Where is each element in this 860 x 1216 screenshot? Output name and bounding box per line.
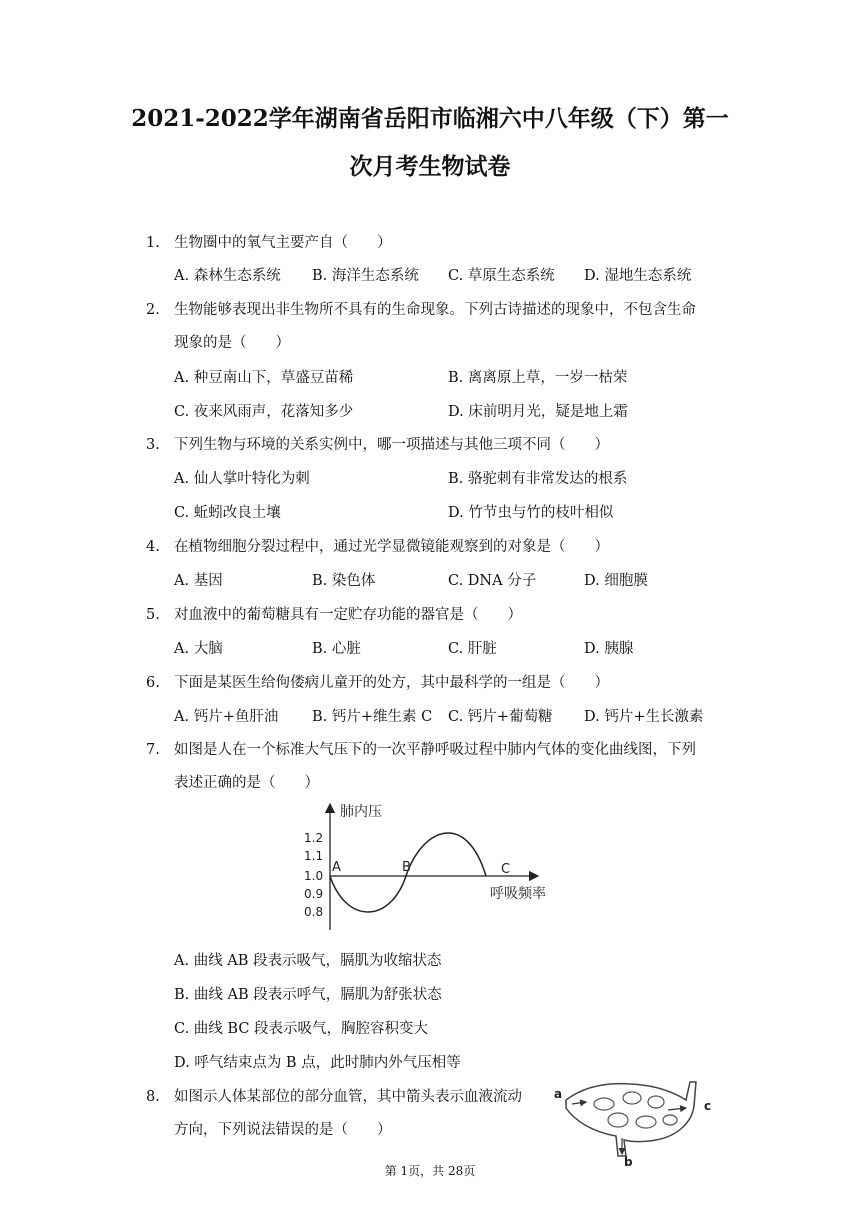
question-text: 下面是某医生给佝偻病儿童开的处方，其中最科学的一组是（ ） [174, 675, 609, 691]
question-8 [146, 1085, 522, 1106]
question-number: 2. [146, 302, 160, 318]
option-c: C. 肝脏 [448, 641, 497, 657]
option-a: A. 大脑 [174, 641, 223, 657]
label-a: a [554, 1087, 563, 1101]
option-c: C. 草原生态系统 [448, 268, 555, 284]
page-footer: 第 1页，共 28页 [384, 1164, 476, 1178]
question-text: 生物能够表现出非生物所不具有的生命现象。下列古诗描述的现象中，不包含生命 [174, 302, 696, 318]
option-b: B. 心脏 [312, 641, 361, 657]
question-number: 7. [146, 742, 160, 758]
question-text: 下列生物与环境的关系实例中，哪一项描述与其他三项不同（ ） [174, 437, 609, 453]
question-3 [146, 433, 609, 454]
option-d: D. 胰腺 [584, 641, 634, 657]
option-a: A. 曲线 AB 段表示吸气，膈肌为收缩状态 [174, 953, 442, 969]
option-a: A. 仙人掌叶特化为刺 [174, 471, 310, 487]
option-c: C. DNA 分子 [448, 573, 537, 589]
option-a: A. 森林生态系统 [174, 268, 281, 284]
title-line-2: 次月考生物试卷 [349, 153, 511, 180]
option-d: D. 竹节虫与竹的枝叶相似 [448, 505, 614, 521]
question-2 [146, 298, 696, 319]
option-a: A. 钙片+鱼肝油 [174, 709, 279, 725]
option-b: B. 离离原上草，一岁一枯荣 [448, 370, 628, 386]
question-6 [146, 671, 609, 692]
option-d: D. 湿地生态系统 [584, 268, 692, 284]
question-number: 6. [146, 675, 160, 691]
question-number: 1. [146, 235, 160, 251]
x-axis-label: 呼吸频率 [490, 886, 546, 902]
option-c: C. 蚯蚓改良土壤 [174, 505, 281, 521]
option-a: A. 种豆南山下，草盛豆苗稀 [174, 370, 354, 386]
lung-pressure-graph [300, 798, 562, 936]
option-c: C. 夜来风雨声，花落知多少 [174, 404, 354, 420]
option-b: B. 曲线 AB 段表示呼气，膈肌为舒张状态 [174, 987, 442, 1003]
option-d: D. 呼气结束点为 B 点，此时肺内外气压相等 [174, 1055, 461, 1071]
question-4 [146, 535, 609, 556]
question-text: 如图示人体某部位的部分血管，其中箭头表示血液流动 [174, 1089, 522, 1105]
blood-vessel-figure [552, 1074, 722, 1166]
point-label: C [501, 862, 511, 877]
option-d: D. 床前明月光，疑是地上霜 [448, 404, 628, 420]
question-text: 在植物细胞分裂过程中，通过光学显微镜能观察到的对象是（ ） [174, 539, 609, 555]
y-axis-label: 肺内压 [340, 804, 382, 820]
question-text-cont: 表述正确的是（ ） [174, 775, 319, 791]
question-number: 3. [146, 437, 160, 453]
point-label: B [402, 860, 411, 875]
question-1 [146, 231, 392, 252]
option-b: B. 骆驼刺有非常发达的根系 [448, 471, 628, 487]
question-7 [146, 738, 696, 759]
question-5 [146, 603, 522, 624]
question-number: 5. [146, 607, 160, 623]
tick-label: 1.0 [304, 869, 324, 883]
option-b: B. 钙片+维生素 C [312, 709, 433, 725]
option-c: C. 曲线 BC 段表示吸气，胸腔容积变大 [174, 1021, 429, 1037]
tick-label: 0.8 [304, 905, 324, 919]
option-d: D. 钙片+生长激素 [584, 709, 704, 725]
question-text: 如图是人在一个标准大气压下的一次平静呼吸过程中肺内气体的变化曲线图，下列 [174, 742, 696, 758]
option-b: B. 染色体 [312, 573, 376, 589]
question-text-cont: 方向，下列说法错误的是（ ） [174, 1122, 392, 1138]
tick-label: 0.9 [304, 887, 324, 901]
option-d: D. 细胞膜 [584, 573, 648, 589]
question-text-cont: 现象的是（ ） [174, 335, 290, 351]
question-number: 4. [146, 539, 160, 555]
tick-label: 1.2 [304, 831, 324, 845]
tick-label: 1.1 [304, 849, 324, 863]
point-label: A [332, 860, 341, 875]
question-number: 8. [146, 1089, 160, 1105]
label-c: c [704, 1099, 712, 1113]
label-b: b [624, 1155, 633, 1166]
question-text: 生物圈中的氧气主要产自（ ） [174, 235, 392, 251]
option-a: A. 基因 [174, 573, 223, 589]
option-c: C. 钙片+葡萄糖 [448, 709, 553, 725]
title-line-1: 2021-2022学年湖南省岳阳市临湘六中八年级（下）第一 [131, 105, 729, 132]
option-b: B. 海洋生态系统 [312, 268, 419, 284]
question-text: 对血液中的葡萄糖具有一定贮存功能的器官是（ ） [174, 607, 522, 623]
